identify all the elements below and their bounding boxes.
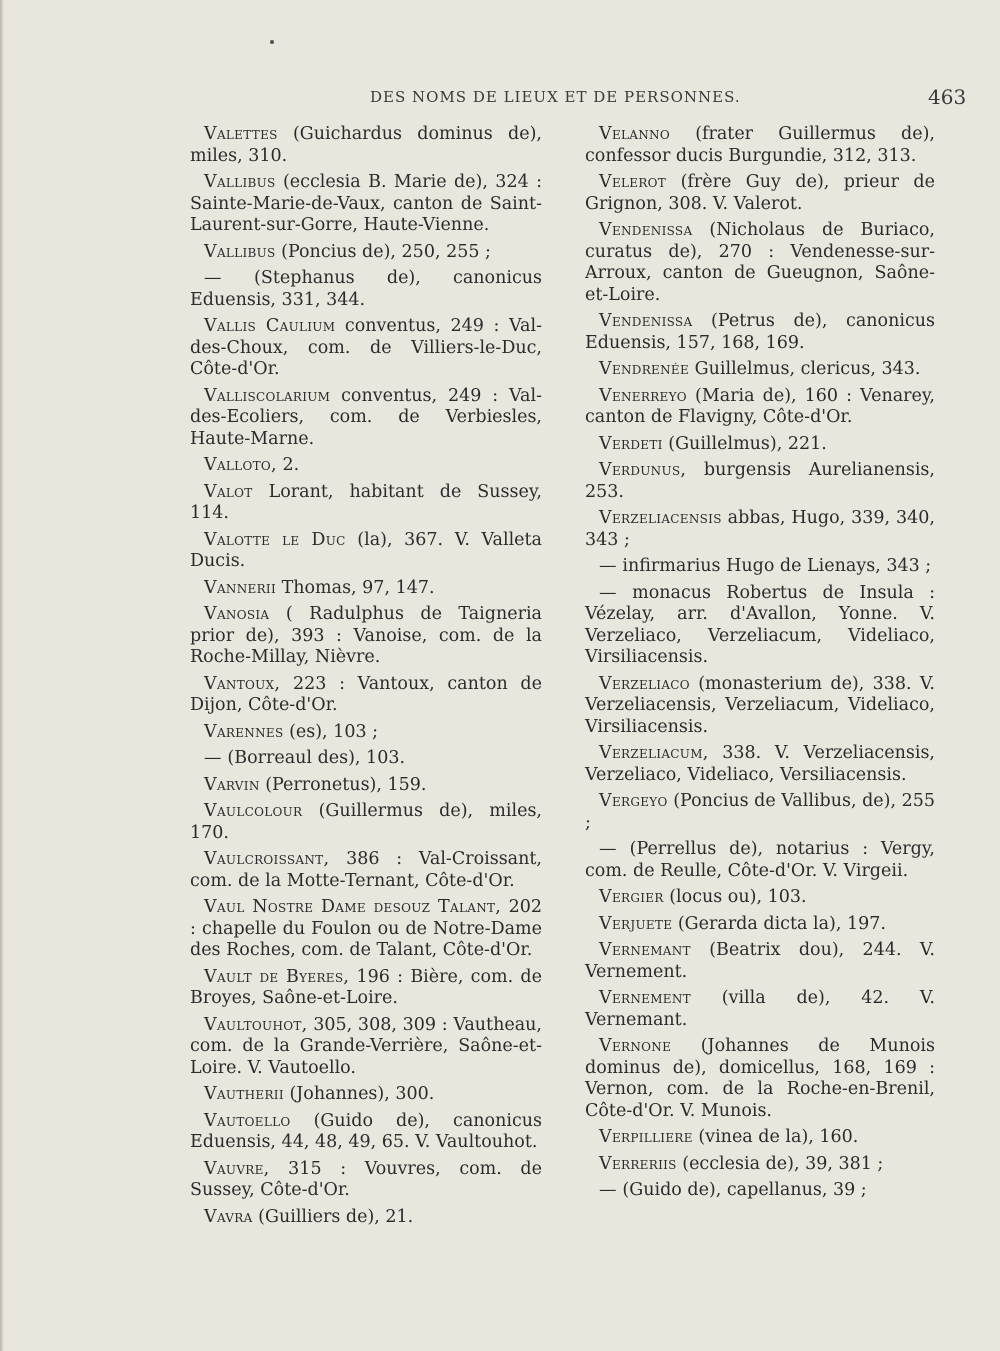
entry-headword: Vergeyo — [599, 791, 668, 811]
index-entry — [190, 242, 542, 264]
entry-text: (Guichardus dominus de), miles, 310. — [190, 124, 542, 166]
entry-headword: Vendenissa — [599, 220, 693, 240]
entry-text: (Stephanus de), canonicus Eduensis, 331, 344. — [190, 268, 542, 310]
entry-headword: Vanosia — [204, 604, 270, 624]
index-entry — [585, 1180, 935, 1202]
entry-headword: Vaul Nostre Dame desouz Talant, — [204, 897, 502, 917]
entry-text: (frater Guillermus de), confessor ducis Burgundie, 312, 313. — [585, 124, 935, 166]
index-entry — [585, 743, 935, 786]
index-entry — [190, 1111, 542, 1154]
entry-text: (Guillermus de), miles, 170. — [190, 801, 542, 843]
index-entry — [585, 583, 935, 669]
entry-headword: — — [204, 748, 222, 768]
entry-text: 386 : Val-Croissant, com. de la Motte-Ternant, Côte-d'Or. — [190, 849, 542, 891]
index-entry — [585, 124, 935, 167]
entry-headword: Vallibus — [204, 241, 276, 262]
entry-headword: Vantoux, — [204, 673, 281, 694]
entry-headword: Vaulcroissant, — [204, 849, 330, 869]
entry-headword: — — [204, 268, 222, 288]
entry-text: (Perrellus de), notarius : Vergy, com. de Reulle, Côte-d'Or. V. Virgeii. — [585, 839, 935, 881]
entry-text: conventus, 249 : Val-des-Choux, com. de Villiers-le-Duc, Côte-d'Or. — [190, 316, 542, 379]
index-column-right — [585, 124, 935, 1207]
entry-headword: Verreriis — [599, 1153, 677, 1174]
entry-headword: — — [599, 556, 617, 576]
entry-headword: Vernemant — [599, 940, 691, 960]
index-entry — [190, 967, 542, 1010]
entry-text: (Borreaul des), 103. — [227, 748, 406, 768]
index-entry — [585, 988, 935, 1031]
entry-headword: Vaulcolour — [204, 801, 303, 821]
index-entry — [585, 460, 935, 503]
entry-headword: Valloto, — [204, 455, 277, 475]
entry-headword: Verzeliaco — [599, 673, 690, 694]
entry-headword: Vallibus — [204, 172, 276, 192]
index-entry — [585, 1127, 935, 1149]
entry-text: Lorant, habitant de Sussey, 114. — [190, 481, 542, 523]
entry-text: (ecclesia B. Marie de), 324 : Sainte-Marie-de-Vaux, canton de Saint-Laurent-sur-Gorre, Haute-Vienne. — [190, 172, 542, 235]
index-entry — [585, 791, 935, 834]
index-entry — [190, 604, 542, 669]
entry-headword: Vaultouhot, — [204, 1014, 308, 1035]
entry-text: 338. V. Verzeliacensis, Verzeliaco, Videliaco, Versiliacensis. — [585, 743, 935, 785]
entry-text: (frère Guy de), prieur de Grignon, 308. V. Valerot. — [585, 172, 935, 214]
page-number: 463 — [928, 85, 967, 109]
index-entry — [190, 124, 542, 167]
entry-headword: — — [599, 582, 617, 603]
index-entry — [585, 1154, 935, 1176]
entry-headword: Verzeliacensis — [599, 508, 722, 528]
entry-text: 223 : Vantoux, canton de Dijon, Côte-d'Or. — [190, 673, 542, 715]
entry-text: (locus ou), 103. — [669, 887, 807, 907]
entry-text: (Guilliers de), 21. — [258, 1206, 414, 1227]
index-entry — [190, 748, 542, 770]
index-entry — [585, 940, 935, 983]
entry-text: (la), 367. V. Valleta Ducis. — [190, 529, 542, 571]
index-entry — [190, 849, 542, 892]
entry-text: infirmarius Hugo de Lienays, 343 ; — [622, 556, 932, 576]
entry-headword: Vendenissa — [599, 311, 693, 331]
entry-text: 202 : chapelle du Foulon ou de Notre-Dame des Roches, com. de Talant, Côte-d'Or. — [190, 897, 542, 960]
index-entry — [585, 674, 935, 739]
entry-headword: Valotte le Duc — [204, 529, 346, 550]
entry-headword: Vautherii — [204, 1084, 284, 1104]
entry-text: 315 : Vouvres, com. de Sussey, Côte-d'Or. — [190, 1158, 542, 1200]
entry-text: 196 : Bière, com. de Broyes, Saône-et-Loire. — [190, 966, 542, 1008]
index-entry — [190, 897, 542, 962]
entry-text: (Petrus de), canonicus Eduensis, 157, 168, 169. — [585, 311, 935, 353]
index-entry — [585, 172, 935, 215]
entry-headword: Velerot — [599, 172, 667, 192]
index-entry — [585, 359, 935, 381]
entry-headword: Vauvre, — [204, 1158, 270, 1179]
index-entry — [585, 914, 935, 936]
index-entry — [190, 268, 542, 311]
index-entry — [190, 1084, 542, 1106]
entry-text: (Beatrix dou), 244. V. Vernement. — [585, 940, 935, 982]
entry-headword: Verdeti — [599, 433, 663, 454]
entry-text: (Poncius de Vallibus, de), 255 ; — [585, 791, 936, 833]
index-entry — [585, 386, 935, 429]
entry-text: ( Radulphus de Taigneria prior de), 393 : Vanoise, com. de la Roche-Millay, Nièvre. — [190, 604, 542, 667]
entry-headword: Valliscolarium — [204, 385, 331, 406]
entry-headword: Verzeliacum, — [599, 743, 709, 763]
index-entry — [190, 1159, 542, 1202]
entry-text: monacus Robertus de Insula : Vézelay, arr. d'Avallon, Yonne. V. Verzeliaco, Verzeliacum, Videliaco, Virsiliacensis. — [585, 582, 935, 667]
entry-headword: Verdunus, — [599, 460, 687, 480]
index-entry — [585, 1036, 935, 1122]
entry-headword: Varvin — [204, 774, 260, 795]
entry-text: (Perronetus), 159. — [265, 774, 427, 795]
entry-headword: Venerreyo — [599, 385, 687, 406]
entry-text: (Johannes), 300. — [289, 1084, 435, 1104]
entry-headword: Varennes — [204, 721, 284, 742]
entry-headword: Vault de Byeres, — [204, 966, 350, 987]
entry-headword: Vautoello — [204, 1110, 291, 1131]
index-entry — [190, 775, 542, 797]
entry-text: (Guido de), capellanus, 39 ; — [622, 1180, 867, 1200]
ink-speck — [270, 40, 274, 44]
entry-text: (vinea de la), 160. — [698, 1127, 859, 1147]
running-header: DES NOMS DE LIEUX ET DE PERSONNES. — [370, 88, 741, 106]
index-column-left — [190, 124, 542, 1233]
entry-text: (Johannes de Munois dominus de), domicellus, 168, 169 : Vernon, com. de la Roche-en-Brenil, Côte-d'Or. V. Munois. — [585, 1036, 935, 1121]
entry-text: (Nicholaus de Buriaco, curatus de), 270 : Vendenesse-sur-Arroux, canton de Gueugnon, Saône-et-Loire. — [585, 220, 935, 305]
entry-headword: Vannerii — [204, 577, 276, 598]
index-entry — [585, 556, 935, 578]
index-entry — [585, 508, 935, 551]
entry-text: Guillelmus, clericus, 343. — [694, 359, 921, 379]
index-entry — [585, 887, 935, 909]
entry-text: burgensis Aurelianensis, 253. — [585, 460, 935, 502]
index-entry — [585, 220, 935, 306]
entry-headword: Vallis Caulium — [204, 316, 336, 336]
index-entry — [190, 172, 542, 237]
index-entry — [190, 530, 542, 573]
index-entry — [190, 801, 542, 844]
entry-headword: Vavra — [204, 1206, 253, 1227]
entry-text: 2. — [282, 455, 300, 475]
index-entry — [190, 1207, 542, 1229]
entry-text: 305, 308, 309 : Vautheau, com. de la Grande-Verrière, Saône-et-Loire. V. Vautoello. — [190, 1014, 542, 1078]
entry-text: (monasterium de), 338. V. Verzeliacensis, Verzeliacum, Videliaco, Virsiliacensis. — [585, 673, 935, 737]
index-entry — [585, 839, 935, 882]
index-entry — [190, 482, 542, 525]
entry-text: (es), 103 ; — [289, 721, 379, 742]
entry-text: (Gerarda dicta la), 197. — [677, 913, 886, 934]
entry-headword: Vendrenée — [599, 359, 690, 379]
entry-text: (Poncius de), 250, 255 ; — [281, 241, 491, 262]
index-entry — [190, 578, 542, 600]
entry-text: Thomas, 97, 147. — [281, 577, 435, 598]
entry-headword: Velanno — [599, 124, 670, 144]
entry-headword: Verpilliere — [599, 1127, 693, 1147]
entry-headword: Vernone — [599, 1036, 672, 1056]
entry-headword: — — [599, 839, 617, 859]
entry-text: (ecclesia de), 39, 381 ; — [682, 1153, 884, 1174]
index-entry — [190, 316, 542, 381]
entry-headword: Valettes — [204, 124, 278, 144]
entry-headword: Verjuete — [599, 913, 673, 934]
entry-text: (Guido de), canonicus Eduensis, 44, 48, 49, 65. V. Vaultouhot. — [190, 1110, 542, 1152]
entry-text: (Guillelmus), 221. — [668, 433, 827, 454]
index-entry — [190, 455, 542, 477]
entry-headword: Valot — [204, 481, 253, 502]
entry-text: (Maria de), 160 : Venarey, canton de Flavigny, Côte-d'Or. — [585, 385, 935, 427]
entry-text: conventus, 249 : Val-des-Ecoliers, com. de Verbiesles, Haute-Marne. — [190, 385, 542, 449]
index-entry — [190, 386, 542, 451]
entry-headword: Vergier — [599, 887, 664, 907]
index-entry — [190, 674, 542, 717]
page-edge-shadow — [0, 0, 4, 1351]
index-entry — [585, 434, 935, 456]
entry-headword: — — [599, 1180, 617, 1200]
entry-headword: Vernement — [599, 988, 691, 1008]
index-entry — [190, 722, 542, 744]
entry-text: abbas, Hugo, 339, 340, 343 ; — [585, 508, 935, 550]
index-entry — [190, 1015, 542, 1080]
entry-text: (villa de), 42. V. Vernemant. — [585, 988, 935, 1030]
index-entry — [585, 311, 935, 354]
